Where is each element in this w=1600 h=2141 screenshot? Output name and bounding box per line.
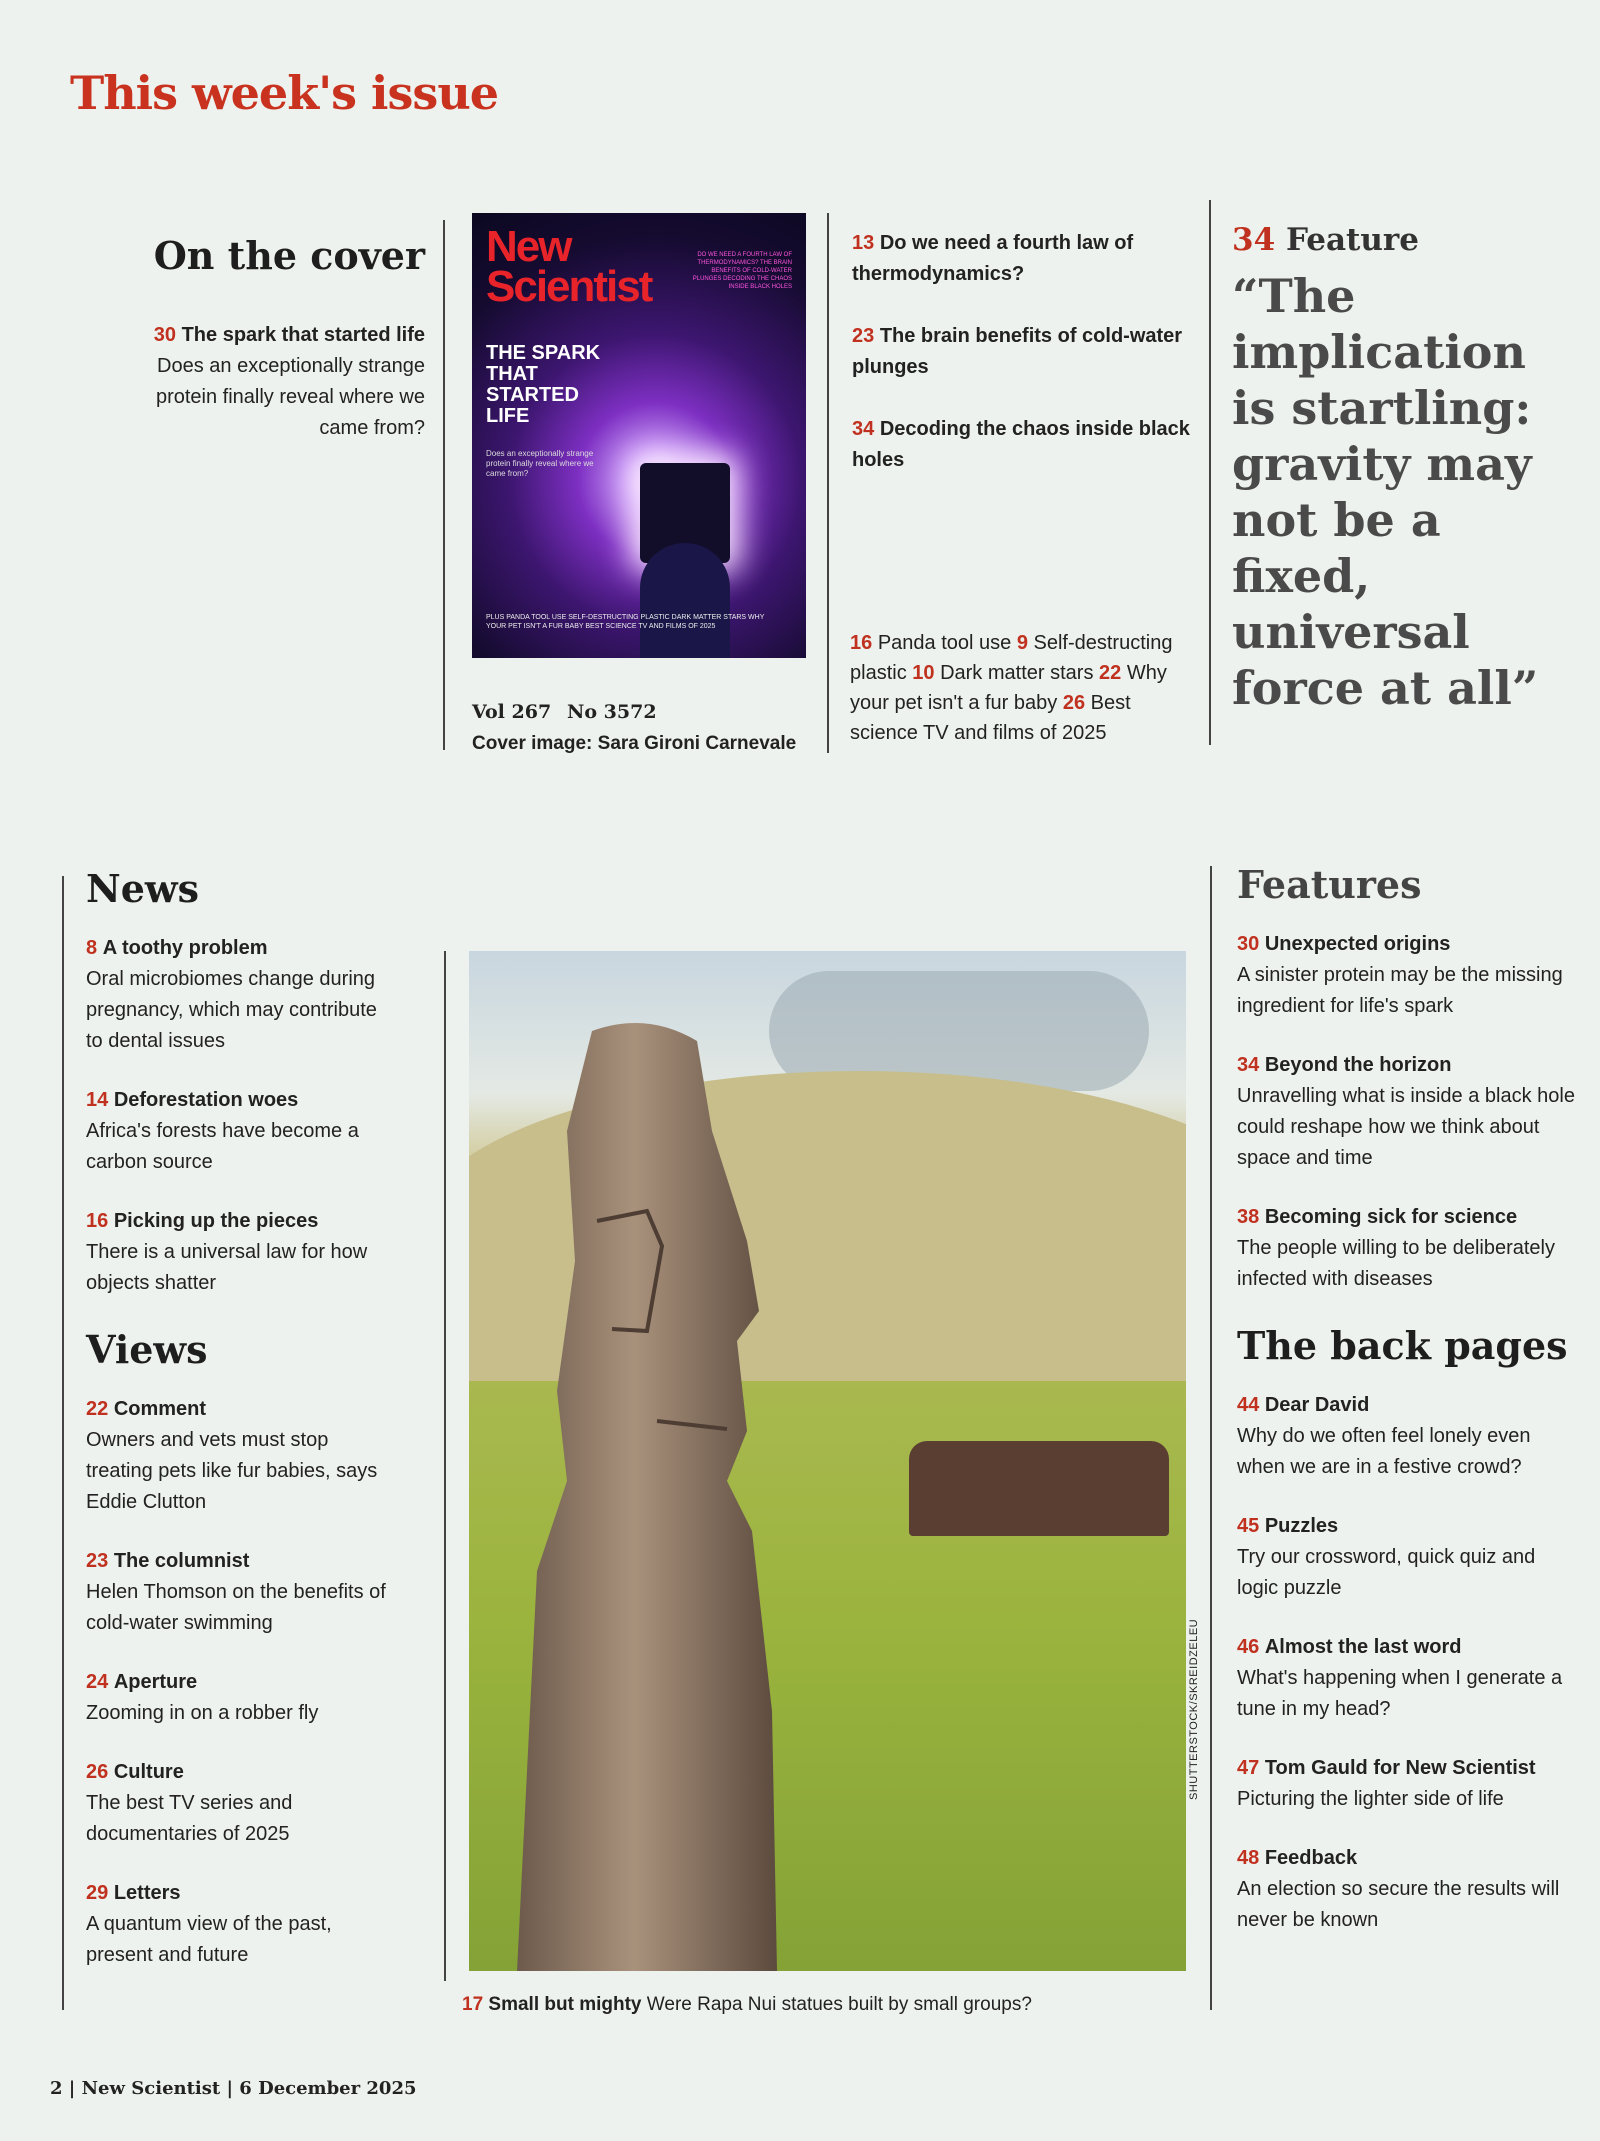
column-divider xyxy=(827,213,829,753)
back-pages-item[interactable]: 45 Puzzles Try our crossword, quick quiz and logic puzzle xyxy=(1237,1515,1536,1599)
news-item[interactable]: 8 A toothy problem Oral microbiomes change during pregnancy, which may contribute to dental issues xyxy=(86,937,377,1052)
features-item[interactable]: 34 Beyond the horizon Unravelling what is inside a black hole could reshape how we think about space and time xyxy=(1237,1054,1575,1169)
news-item[interactable]: 16 Picking up the pieces There is a universal law for how objects shatter xyxy=(86,1210,368,1294)
back-pages-item[interactable]: 44 Dear David Why do we often feel lonely even when we are in a festive crowd? xyxy=(1237,1394,1531,1478)
features-heading: Features xyxy=(1237,862,1422,907)
moai-statue-icon xyxy=(497,1011,797,1971)
caption-title: Small but mighty xyxy=(488,1994,642,2015)
on-the-cover-entry[interactable] xyxy=(150,320,425,444)
on-the-cover-block xyxy=(150,234,425,444)
views-item[interactable]: 23 The columnist Helen Thomson on the benefits of cold-water swimming xyxy=(86,1550,386,1634)
views-item[interactable]: 29 Letters A quantum view of the past, present and future xyxy=(86,1882,332,1966)
cover-line-item[interactable]: 23 The brain benefits of cold-water plunges xyxy=(852,325,1183,378)
cover-caption xyxy=(472,697,796,759)
cover-line-item[interactable]: 13 Do we need a fourth law of thermodynamics? xyxy=(852,232,1134,285)
cover-logo: New Scientist xyxy=(486,222,652,311)
photo-credit: SHUTTERSTOCK/SKREIDZELEU xyxy=(1188,1618,1200,1800)
entry-description: Does an exceptionally strange protein finally reveal where we came from? xyxy=(155,355,425,439)
back-pages-heading: The back pages xyxy=(1237,1323,1568,1368)
page-number: 17 xyxy=(462,1994,484,2015)
page-footer: 2 | New Scientist | 6 December 2025 xyxy=(50,2078,417,2099)
cover-line-item[interactable]: 34 Decoding the chaos inside black holes xyxy=(852,418,1190,471)
entry-title: The spark that started life xyxy=(181,324,425,346)
news-heading: News xyxy=(86,866,200,911)
cover-side-lines: DO WE NEED A FOURTH LAW OF THERMODYNAMICS? THE BRAIN BENEFITS OF COLD-WATER PLUNGES DECODING THE CHAOS INSIDE BLACK HOLES xyxy=(692,252,792,290)
cover-headline: THE SPARK THAT STARTED LIFE xyxy=(486,342,601,427)
views-item[interactable]: 26 Culture The best TV series and documentaries of 2025 xyxy=(86,1761,293,1845)
cover-lines xyxy=(852,228,1197,507)
quote-text: “The implication is startling: gravity may not be a fixed, universal force at all” xyxy=(1232,269,1539,715)
column-divider xyxy=(1210,866,1212,2010)
issue-number: No 3572 xyxy=(567,701,657,723)
feature-pull-quote[interactable] xyxy=(1232,222,1572,716)
column-divider xyxy=(1209,200,1211,745)
cover-plus-line: PLUS PANDA TOOL USE SELF-DESTRUCTING PLASTIC DARK MATTER STARS WHY YOUR PET ISN'T A FUR BABY BEST SCIENCE TV AND FILMS OF 2025 xyxy=(486,614,765,630)
back-pages-item[interactable]: 46 Almost the last word What's happening when I generate a tune in my head? xyxy=(1237,1636,1563,1720)
views-item[interactable]: 24 Aperture Zooming in on a robber fly xyxy=(86,1671,319,1724)
features-item[interactable]: 30 Unexpected origins A sinister protein may be the missing ingredient for life's spark xyxy=(1237,933,1563,1017)
features-column xyxy=(1237,862,1577,1964)
back-pages-item[interactable]: 47 Tom Gauld for New Scientist Picturing the lighter side of life xyxy=(1237,1757,1536,1810)
news-item[interactable]: 14 Deforestation woes Africa's forests have become a carbon source xyxy=(86,1089,359,1173)
quote-label: Feature xyxy=(1285,222,1419,258)
page-title: This week's issue xyxy=(70,66,499,120)
cover-credit: Cover image: Sara Gironi Carnevale xyxy=(472,733,797,754)
moai-photo[interactable] xyxy=(469,951,1186,1971)
column-divider xyxy=(444,951,446,1981)
plus-line: 16 Panda tool use 9 Self-destructing plastic 10 Dark matter stars 22 Why your pet isn't a fur baby 26 Best science TV and films of 2025 xyxy=(850,632,1173,744)
column-divider xyxy=(443,220,445,750)
features-item[interactable]: 38 Becoming sick for science The people willing to be deliberately infected with diseases xyxy=(1237,1206,1555,1290)
cover-subhead: Does an exceptionally strange protein finally reveal where we came from? xyxy=(486,449,594,478)
on-the-cover-heading: On the cover xyxy=(153,233,425,278)
moai-row-shape xyxy=(909,1441,1169,1536)
views-heading: Views xyxy=(86,1327,208,1372)
photo-caption xyxy=(462,1992,1032,2018)
caption-text: Were Rapa Nui statues built by small groups? xyxy=(646,1994,1032,2015)
back-pages-item[interactable]: 48 Feedback An election so secure the results will never be known xyxy=(1237,1847,1560,1931)
page-number: 34 xyxy=(1232,222,1276,258)
volume-number: Vol 267 xyxy=(472,701,552,723)
news-views-column xyxy=(86,866,386,1999)
hands-graphic xyxy=(640,543,730,658)
page-number: 30 xyxy=(153,324,177,346)
column-divider xyxy=(62,876,64,2010)
views-item[interactable]: 22 Comment Owners and vets must stop treating pets like fur babies, says Eddie Clutton xyxy=(86,1398,378,1513)
magazine-cover-image[interactable] xyxy=(472,213,806,658)
